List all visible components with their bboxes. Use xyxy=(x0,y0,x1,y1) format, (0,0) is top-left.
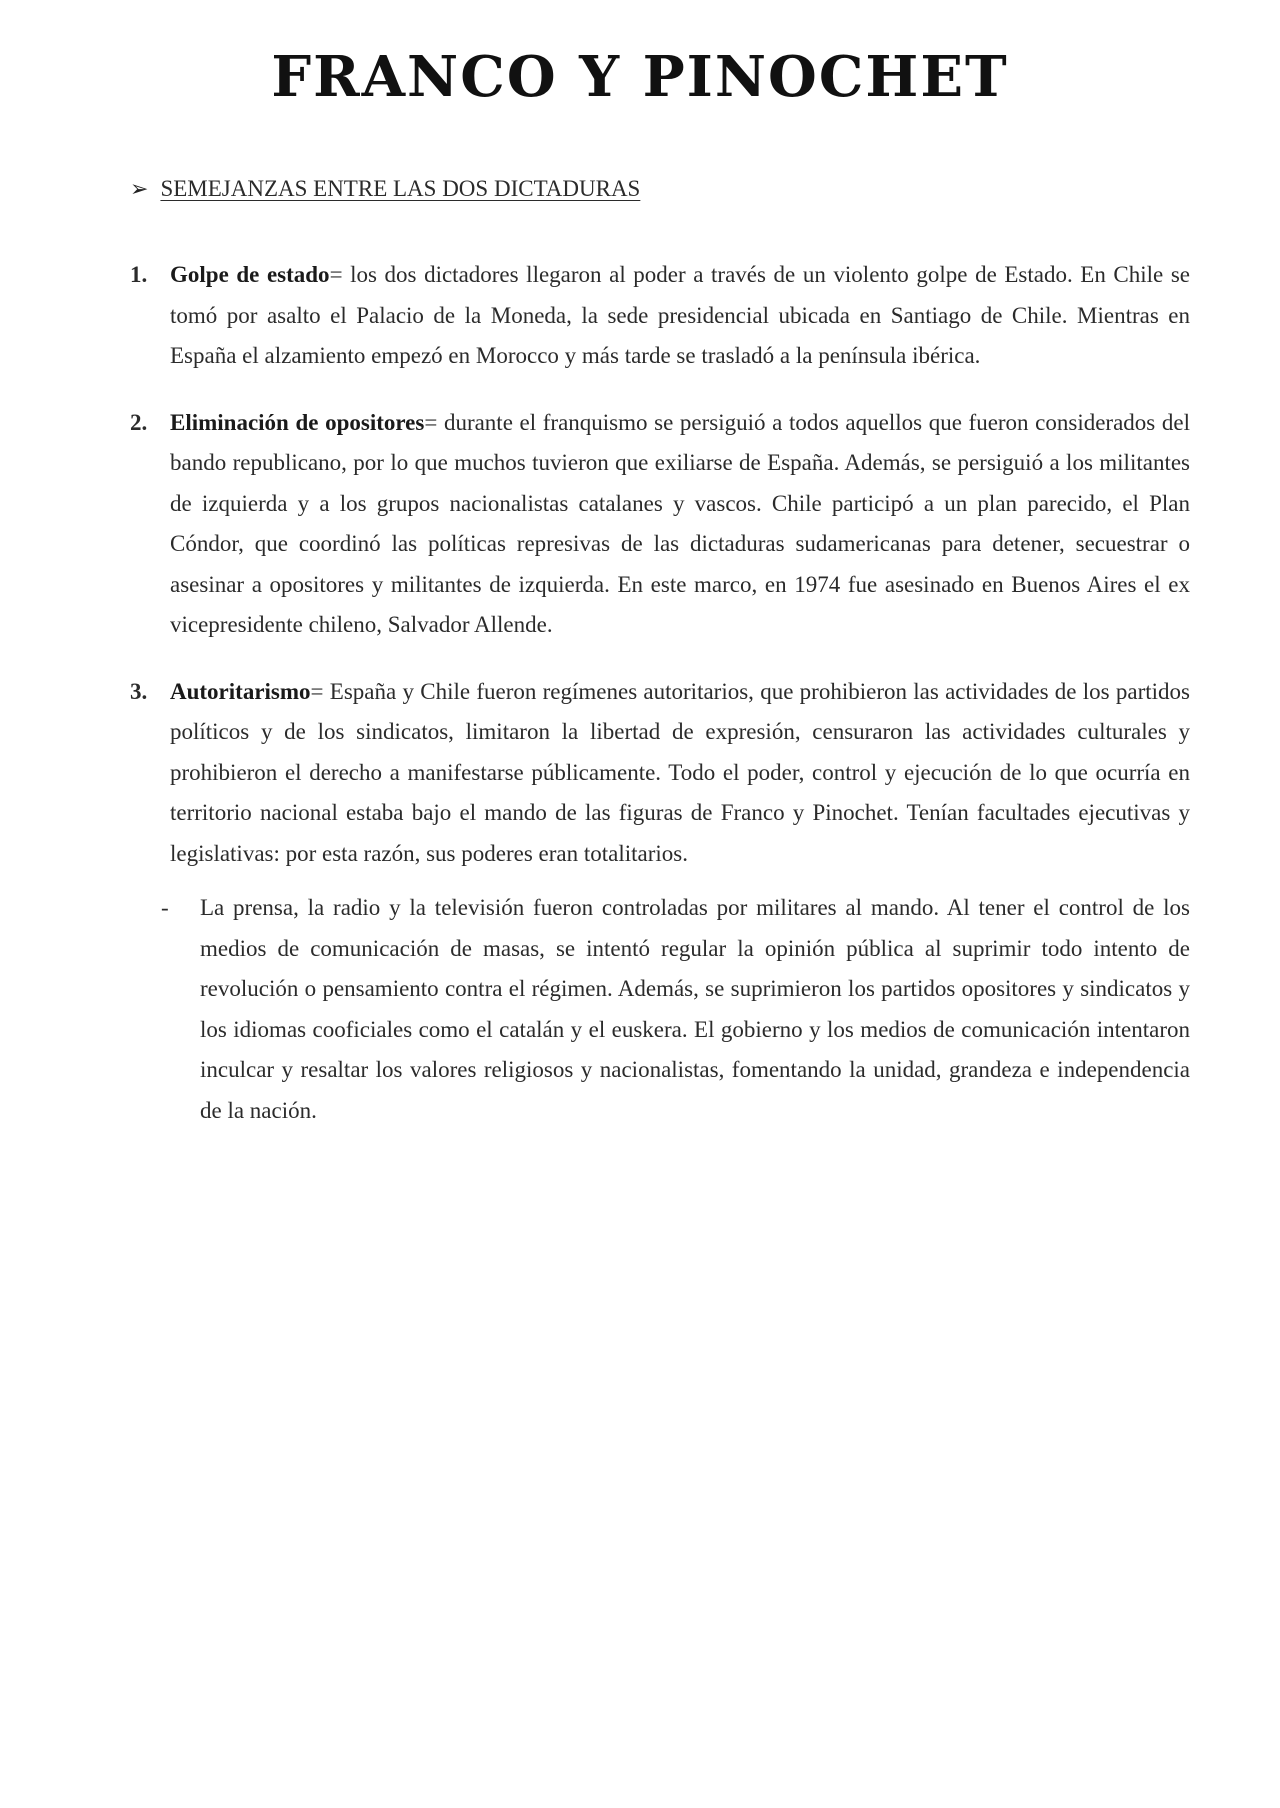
item-number: 1. xyxy=(130,262,148,287)
item-number: 2. xyxy=(130,409,148,435)
item-number: 3. xyxy=(130,678,148,704)
item-term: Golpe de estado xyxy=(170,262,330,287)
item-text: = los dos dictadores llegaron al poder a través de un violento golpe de Estado. En Chile se tomó por asalto el Palacio de la Moneda, la sede presidencial ubicada en Santiago de Chile. Mientras en España el alzamiento empezó en Morocco y más tarde se trasladó a la península ibérica. xyxy=(170,262,1190,368)
numbered-list xyxy=(130,255,1190,1131)
list-item xyxy=(130,672,1190,875)
item-text: = durante el franquismo se persiguió a todos aquellos que fueron considerados del bando republicano, por lo que muchos tuvieron que exiliarse de España. Además, se persiguió a los militantes de izquierda y a los grupos nacionalistas catalanes y vascos. Chile participó a un plan parecido, el Plan Cóndor, que coordinó las políticas represivas de las dictaduras sudamericanas para detener, secuestrar o asesinar a opositores y militantes de izquierda. En este marco, en 1974 fue asesinado en Buenos Aires el ex vicepresidente chileno, Salvador Allende. xyxy=(170,409,1190,637)
page-title: FRANCO Y PINOCHET xyxy=(271,44,1009,110)
dash-bullet-icon: - xyxy=(161,895,169,920)
list-item xyxy=(130,403,1190,646)
arrow-bullet-icon: ➢ xyxy=(130,176,149,202)
item-term: Autoritarismo xyxy=(170,678,311,704)
sub-bullet-text: La prensa, la radio y la televisión fueron controladas por militares al mando. Al tener el control de los medios de comunicación de masas, se intentó regular la opinión pública al suprimir todo intento de revolución o pensamiento contra el régimen. Además, se suprimieron los partidos opositores y sindicatos y los idiomas cooficiales como el catalán y el euskera. El gobierno y los medios de comunicación intentaron inculcar y resaltar los valores religiosos y nacionalistas, fomentando la unidad, grandeza e independencia de la nación. xyxy=(200,895,1190,1123)
section-heading-text: SEMEJANZAS ENTRE LAS DOS DICTADURAS xyxy=(160,176,641,201)
item-text: = España y Chile fueron regímenes autoritarios, que prohibieron las actividades de los partidos políticos y de los sindicatos, limitaron la libertad de expresión, censuraron las actividades culturales y prohibieron el derecho a manifestarse públicamente. Todo el poder, control y ejecución de lo que ocurría en territorio nacional estaba bajo el mando de las figuras de Franco y Pinochet. Tenían facultades ejecutivas y legislativas: por esta razón, sus poderes eran totalitarios. xyxy=(170,678,1190,866)
list-item xyxy=(130,255,1190,377)
section-heading xyxy=(130,176,640,202)
item-term: Eliminación de opositores xyxy=(170,409,425,435)
sub-bullet-item xyxy=(130,888,1190,1131)
